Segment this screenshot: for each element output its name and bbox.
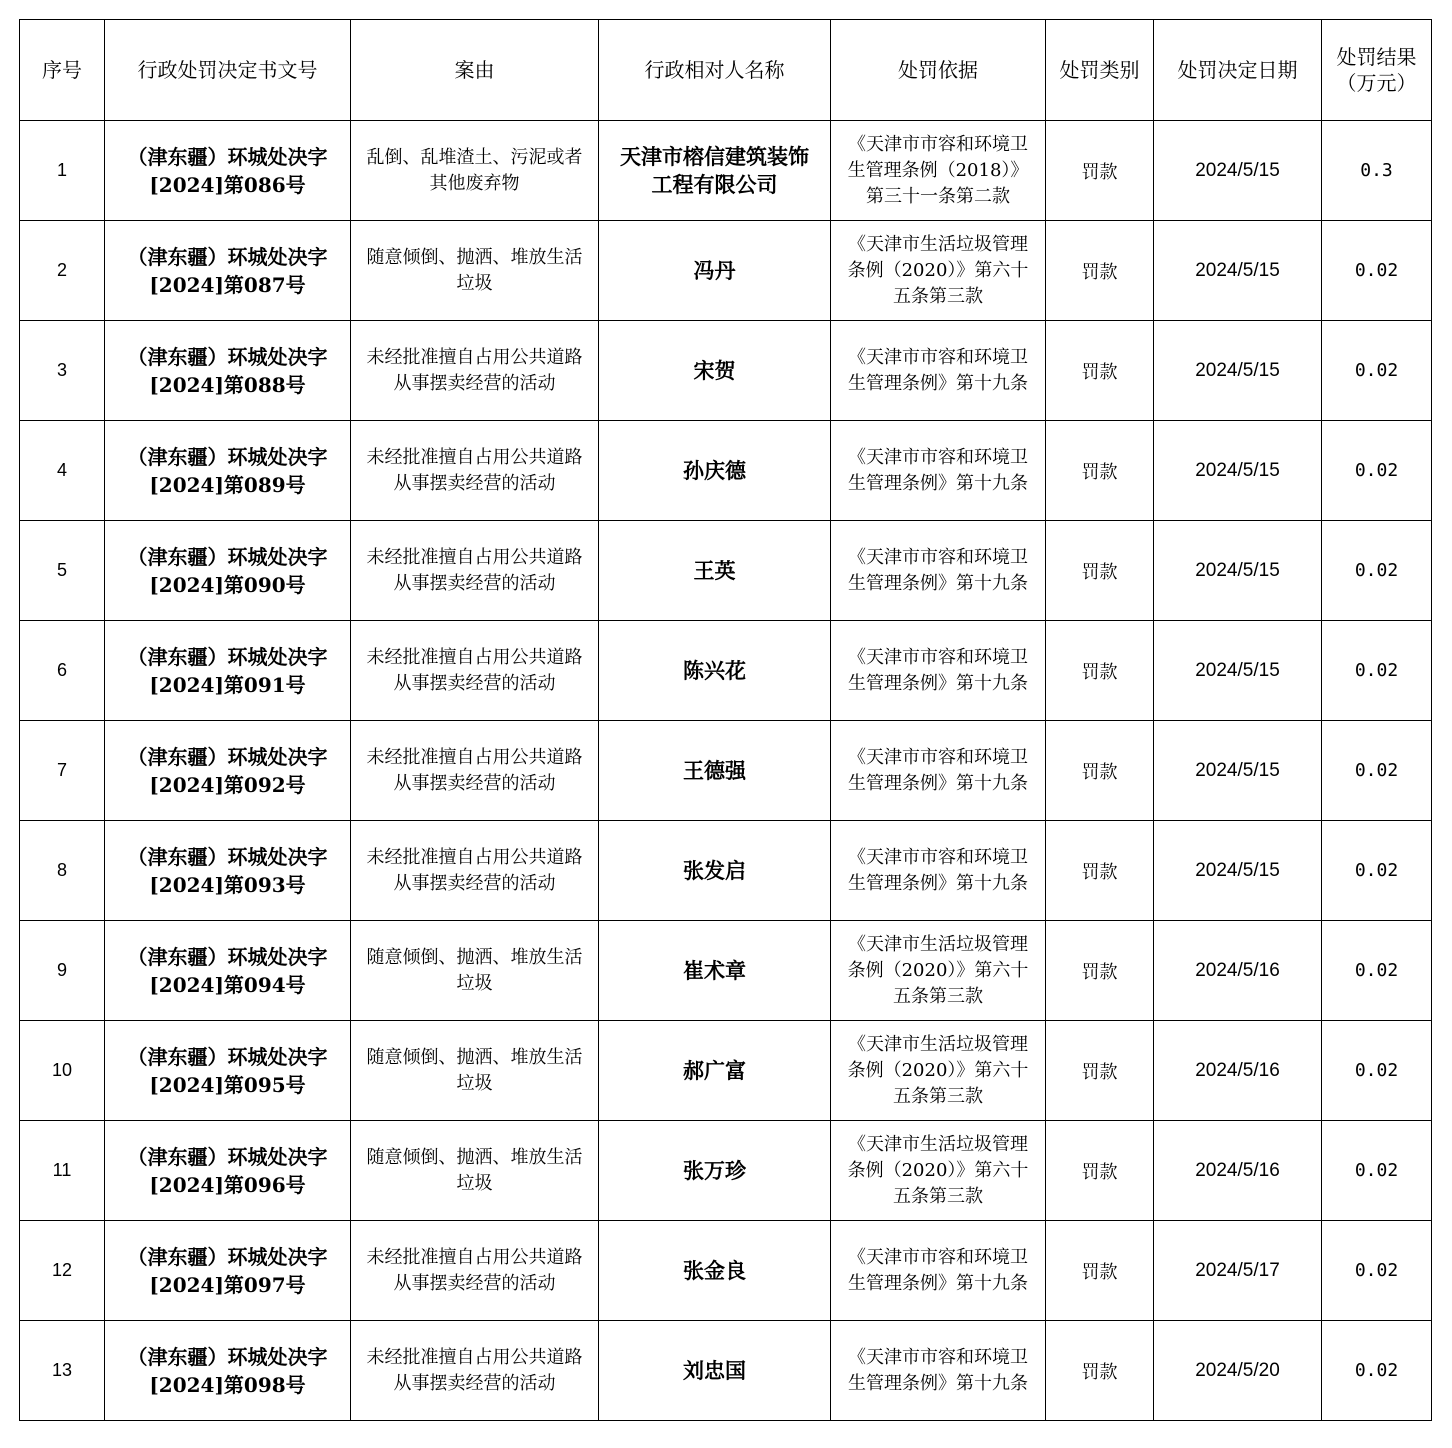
- cell-seq: 8: [20, 821, 105, 921]
- cause-line1: 随意倾倒、抛洒、堆放生活: [366, 1046, 583, 1068]
- doc-no-line1: （津东疆）环城处决字: [127, 1344, 328, 1369]
- cause-line1: 未经批准擅自占用公共道路: [366, 846, 583, 868]
- party-line1: 王英: [693, 557, 736, 583]
- table-row: [20, 221, 1432, 321]
- doc-no-line2: [2024]第087号: [149, 272, 306, 297]
- cause-line2: 从事摆卖经营的活动: [393, 1372, 556, 1394]
- table-header-row: [20, 20, 1432, 121]
- cell-basis: [831, 1321, 1046, 1421]
- cell-basis: [831, 721, 1046, 821]
- cell-basis: [831, 521, 1046, 621]
- basis-line1: 《天津市市容和环境卫: [848, 1346, 1028, 1368]
- cell-seq: 10: [20, 1021, 105, 1121]
- cell-doc-no: [105, 721, 351, 821]
- cell-party: [599, 521, 831, 621]
- cause-line2: 从事摆卖经营的活动: [393, 772, 556, 794]
- cell-cause: [351, 1321, 599, 1421]
- header-amount-line2: （万元）: [1336, 71, 1417, 95]
- cause-line2: 从事摆卖经营的活动: [393, 1272, 556, 1294]
- doc-no-line1: （津东疆）环城处决字: [127, 344, 328, 369]
- cell-type: 罚款: [1046, 321, 1154, 421]
- cell-doc-no: [105, 121, 351, 221]
- doc-no-line2: [2024]第091号: [149, 672, 306, 697]
- cell-doc-no: [105, 421, 351, 521]
- basis-line1: 《天津市生活垃圾管理: [848, 233, 1028, 255]
- doc-no-line1: （津东疆）环城处决字: [127, 744, 328, 769]
- cell-party: [599, 321, 831, 421]
- cell-basis: [831, 1021, 1046, 1121]
- cell-cause: [351, 421, 599, 521]
- basis-line2: 生管理条例》第十九条: [848, 1272, 1028, 1294]
- cell-date: 2024/5/20: [1154, 1321, 1322, 1421]
- party-line1: 冯丹: [693, 257, 736, 283]
- basis-line1: 《天津市生活垃圾管理: [848, 1033, 1028, 1055]
- cell-date: 2024/5/15: [1154, 121, 1322, 221]
- doc-no-line2: [2024]第095号: [149, 1072, 306, 1097]
- cell-party: [599, 721, 831, 821]
- header-date: 处罚决定日期: [1154, 20, 1322, 121]
- doc-no-line2: [2024]第096号: [149, 1172, 306, 1197]
- doc-no-line1: （津东疆）环城处决字: [127, 644, 328, 669]
- cause-line1: 未经批准擅自占用公共道路: [366, 646, 583, 668]
- cell-amount: 0.02: [1322, 1021, 1432, 1121]
- cell-doc-no: [105, 521, 351, 621]
- cell-amount: 0.02: [1322, 321, 1432, 421]
- doc-no-line1: （津东疆）环城处决字: [127, 444, 328, 469]
- party-line1: 郝广富: [683, 1057, 746, 1083]
- cell-date: 2024/5/15: [1154, 321, 1322, 421]
- cell-basis: [831, 121, 1046, 221]
- header-basis: 处罚依据: [831, 20, 1046, 121]
- basis-line3: 五条第三款: [893, 985, 983, 1007]
- party-line2: 工程有限公司: [651, 171, 778, 197]
- party-line1: 张万珍: [683, 1157, 746, 1183]
- cause-line1: 未经批准擅自占用公共道路: [366, 346, 583, 368]
- cause-line2: 其他废弃物: [429, 172, 520, 194]
- party-line1: 孙庆德: [683, 457, 746, 483]
- cell-basis: [831, 921, 1046, 1021]
- cell-cause: [351, 521, 599, 621]
- header-doc-no: 行政处罚决定书文号: [105, 20, 351, 121]
- cell-seq: 11: [20, 1121, 105, 1221]
- basis-line1: 《天津市市容和环境卫: [848, 546, 1028, 568]
- party-line1: 天津市榕信建筑装饰: [620, 143, 809, 169]
- doc-no-line2: [2024]第094号: [149, 972, 306, 997]
- cause-line2: 从事摆卖经营的活动: [393, 872, 556, 894]
- header-amount: [1322, 20, 1432, 121]
- cause-line2: 垃圾: [456, 1172, 493, 1194]
- cell-amount: 0.02: [1322, 1321, 1432, 1421]
- cell-seq: 13: [20, 1321, 105, 1421]
- header-amount-line1: 处罚结果: [1336, 45, 1417, 69]
- cell-basis: [831, 221, 1046, 321]
- party-line1: 张金良: [683, 1257, 746, 1283]
- cell-amount: 0.02: [1322, 521, 1432, 621]
- table-row: [20, 1121, 1432, 1221]
- cause-line1: 未经批准擅自占用公共道路: [366, 1346, 583, 1368]
- cause-line1: 乱倒、乱堆渣土、污泥或者: [366, 146, 583, 168]
- basis-line1: 《天津市市容和环境卫: [848, 1246, 1028, 1268]
- basis-line2: 生管理条例》第十九条: [848, 1372, 1028, 1394]
- doc-no-line1: （津东疆）环城处决字: [127, 1244, 328, 1269]
- doc-no-line2: [2024]第086号: [149, 172, 306, 197]
- cell-amount: 0.02: [1322, 421, 1432, 521]
- cause-line1: 随意倾倒、抛洒、堆放生活: [366, 1146, 583, 1168]
- cell-date: 2024/5/15: [1154, 421, 1322, 521]
- cause-line2: 从事摆卖经营的活动: [393, 572, 556, 594]
- cell-party: [599, 1121, 831, 1221]
- doc-no-line2: [2024]第097号: [149, 1272, 306, 1297]
- cell-type: 罚款: [1046, 221, 1154, 321]
- basis-line2: 生管理条例》第十九条: [848, 572, 1028, 594]
- doc-no-line1: （津东疆）环城处决字: [127, 244, 328, 269]
- basis-line2: 条例（2020）》第六十: [847, 1159, 1029, 1181]
- basis-line2: 生管理条例（2018）》: [847, 159, 1029, 181]
- cell-amount: 0.02: [1322, 1221, 1432, 1321]
- cell-date: 2024/5/16: [1154, 1021, 1322, 1121]
- doc-no-line1: （津东疆）环城处决字: [127, 544, 328, 569]
- doc-no-line2: [2024]第092号: [149, 772, 306, 797]
- cell-date: 2024/5/15: [1154, 721, 1322, 821]
- cell-party: [599, 1321, 831, 1421]
- basis-line1: 《天津市市容和环境卫: [848, 846, 1028, 868]
- doc-no-line2: [2024]第090号: [149, 572, 306, 597]
- cell-date: 2024/5/16: [1154, 1121, 1322, 1221]
- cause-line2: 从事摆卖经营的活动: [393, 472, 556, 494]
- cell-date: 2024/5/15: [1154, 621, 1322, 721]
- cell-type: 罚款: [1046, 1021, 1154, 1121]
- cause-line2: 垃圾: [456, 1072, 493, 1094]
- cell-doc-no: [105, 821, 351, 921]
- cell-seq: 4: [20, 421, 105, 521]
- basis-line2: 条例（2020）》第六十: [847, 959, 1029, 981]
- table-row: [20, 1021, 1432, 1121]
- cell-seq: 7: [20, 721, 105, 821]
- cell-basis: [831, 421, 1046, 521]
- cell-party: [599, 1021, 831, 1121]
- basis-line2: 生管理条例》第十九条: [848, 372, 1028, 394]
- cell-doc-no: [105, 921, 351, 1021]
- cause-line2: 垃圾: [456, 272, 493, 294]
- cell-amount: 0.3: [1322, 121, 1432, 221]
- cell-type: 罚款: [1046, 421, 1154, 521]
- cell-cause: [351, 121, 599, 221]
- doc-no-line2: [2024]第088号: [149, 372, 306, 397]
- cell-amount: 0.02: [1322, 921, 1432, 1021]
- cell-doc-no: [105, 321, 351, 421]
- cell-doc-no: [105, 1121, 351, 1221]
- cell-doc-no: [105, 1221, 351, 1321]
- cell-party: [599, 1221, 831, 1321]
- cell-cause: [351, 721, 599, 821]
- doc-no-line2: [2024]第089号: [149, 472, 306, 497]
- cell-doc-no: [105, 1321, 351, 1421]
- cell-amount: 0.02: [1322, 1121, 1432, 1221]
- cause-line1: 未经批准擅自占用公共道路: [366, 1246, 583, 1268]
- basis-line2: 生管理条例》第十九条: [848, 772, 1028, 794]
- cause-line1: 未经批准擅自占用公共道路: [366, 446, 583, 468]
- cell-doc-no: [105, 1021, 351, 1121]
- cell-type: 罚款: [1046, 1121, 1154, 1221]
- cell-doc-no: [105, 621, 351, 721]
- party-line1: 陈兴花: [683, 657, 746, 683]
- cause-line2: 从事摆卖经营的活动: [393, 372, 556, 394]
- basis-line1: 《天津市市容和环境卫: [848, 646, 1028, 668]
- table-row: [20, 421, 1432, 521]
- cell-amount: 0.02: [1322, 621, 1432, 721]
- cell-basis: [831, 821, 1046, 921]
- cause-line2: 从事摆卖经营的活动: [393, 672, 556, 694]
- basis-line1: 《天津市市容和环境卫: [848, 446, 1028, 468]
- table-row: [20, 721, 1432, 821]
- doc-no-line1: （津东疆）环城处决字: [127, 944, 328, 969]
- cell-type: 罚款: [1046, 121, 1154, 221]
- cell-type: 罚款: [1046, 921, 1154, 1021]
- doc-no-line2: [2024]第093号: [149, 872, 306, 897]
- basis-line2: 生管理条例》第十九条: [848, 472, 1028, 494]
- cell-party: [599, 121, 831, 221]
- header-cause: 案由: [351, 20, 599, 121]
- cell-basis: [831, 1221, 1046, 1321]
- cell-type: 罚款: [1046, 1321, 1154, 1421]
- basis-line2: 条例（2020）》第六十: [847, 259, 1029, 281]
- doc-no-line1: （津东疆）环城处决字: [127, 144, 328, 169]
- cell-seq: 12: [20, 1221, 105, 1321]
- cause-line1: 未经批准擅自占用公共道路: [366, 746, 583, 768]
- cell-basis: [831, 621, 1046, 721]
- doc-no-line1: （津东疆）环城处决字: [127, 844, 328, 869]
- party-line1: 宋贺: [693, 357, 736, 383]
- cell-party: [599, 821, 831, 921]
- cell-cause: [351, 921, 599, 1021]
- table-row: [20, 321, 1432, 421]
- party-line1: 张发启: [683, 857, 746, 883]
- cell-seq: 6: [20, 621, 105, 721]
- cell-party: [599, 221, 831, 321]
- header-seq: 序号: [20, 20, 105, 121]
- cell-date: 2024/5/15: [1154, 521, 1322, 621]
- cell-cause: [351, 321, 599, 421]
- cell-basis: [831, 321, 1046, 421]
- penalty-decision-table: [19, 19, 1432, 1421]
- doc-no-line2: [2024]第098号: [149, 1372, 306, 1397]
- cell-cause: [351, 221, 599, 321]
- cell-cause: [351, 621, 599, 721]
- table-row: [20, 921, 1432, 1021]
- cell-cause: [351, 821, 599, 921]
- doc-no-line1: （津东疆）环城处决字: [127, 1144, 328, 1169]
- cell-seq: 2: [20, 221, 105, 321]
- basis-line3: 五条第三款: [893, 1185, 983, 1207]
- cell-amount: 0.02: [1322, 221, 1432, 321]
- cell-date: 2024/5/17: [1154, 1221, 1322, 1321]
- cause-line1: 未经批准擅自占用公共道路: [366, 546, 583, 568]
- cell-seq: 3: [20, 321, 105, 421]
- basis-line3: 五条第三款: [893, 285, 983, 307]
- party-line1: 刘忠国: [683, 1357, 746, 1383]
- cell-seq: 1: [20, 121, 105, 221]
- cell-basis: [831, 1121, 1046, 1221]
- header-party: 行政相对人名称: [599, 20, 831, 121]
- table-row: [20, 1221, 1432, 1321]
- basis-line1: 《天津市市容和环境卫: [848, 346, 1028, 368]
- cell-date: 2024/5/16: [1154, 921, 1322, 1021]
- table-row: [20, 521, 1432, 621]
- party-line1: 崔术章: [683, 957, 746, 983]
- cause-line2: 垃圾: [456, 972, 493, 994]
- cell-date: 2024/5/15: [1154, 821, 1322, 921]
- basis-line3: 第三十一条第二款: [866, 185, 1010, 207]
- doc-no-line1: （津东疆）环城处决字: [127, 1044, 328, 1069]
- cause-line1: 随意倾倒、抛洒、堆放生活: [366, 946, 583, 968]
- cell-type: 罚款: [1046, 621, 1154, 721]
- cause-line1: 随意倾倒、抛洒、堆放生活: [366, 246, 583, 268]
- cell-seq: 9: [20, 921, 105, 1021]
- basis-line3: 五条第三款: [893, 1085, 983, 1107]
- cell-type: 罚款: [1046, 821, 1154, 921]
- cell-type: 罚款: [1046, 521, 1154, 621]
- cell-doc-no: [105, 221, 351, 321]
- cell-amount: 0.02: [1322, 721, 1432, 821]
- cell-seq: 5: [20, 521, 105, 621]
- cell-party: [599, 621, 831, 721]
- party-line1: 王德强: [683, 757, 746, 783]
- basis-line1: 《天津市生活垃圾管理: [848, 933, 1028, 955]
- table-body: [20, 121, 1432, 1421]
- cell-cause: [351, 1121, 599, 1221]
- table-row: [20, 821, 1432, 921]
- table-row: [20, 121, 1432, 221]
- cell-party: [599, 921, 831, 1021]
- table-row: [20, 1321, 1432, 1421]
- table-row: [20, 621, 1432, 721]
- basis-line2: 生管理条例》第十九条: [848, 872, 1028, 894]
- basis-line2: 生管理条例》第十九条: [848, 672, 1028, 694]
- basis-line1: 《天津市市容和环境卫: [848, 133, 1028, 155]
- cell-date: 2024/5/15: [1154, 221, 1322, 321]
- basis-line2: 条例（2020）》第六十: [847, 1059, 1029, 1081]
- cell-amount: 0.02: [1322, 821, 1432, 921]
- header-type: 处罚类别: [1046, 20, 1154, 121]
- basis-line1: 《天津市市容和环境卫: [848, 746, 1028, 768]
- basis-line1: 《天津市生活垃圾管理: [848, 1133, 1028, 1155]
- cell-type: 罚款: [1046, 721, 1154, 821]
- cell-party: [599, 421, 831, 521]
- cell-cause: [351, 1021, 599, 1121]
- cell-cause: [351, 1221, 599, 1321]
- cell-type: 罚款: [1046, 1221, 1154, 1321]
